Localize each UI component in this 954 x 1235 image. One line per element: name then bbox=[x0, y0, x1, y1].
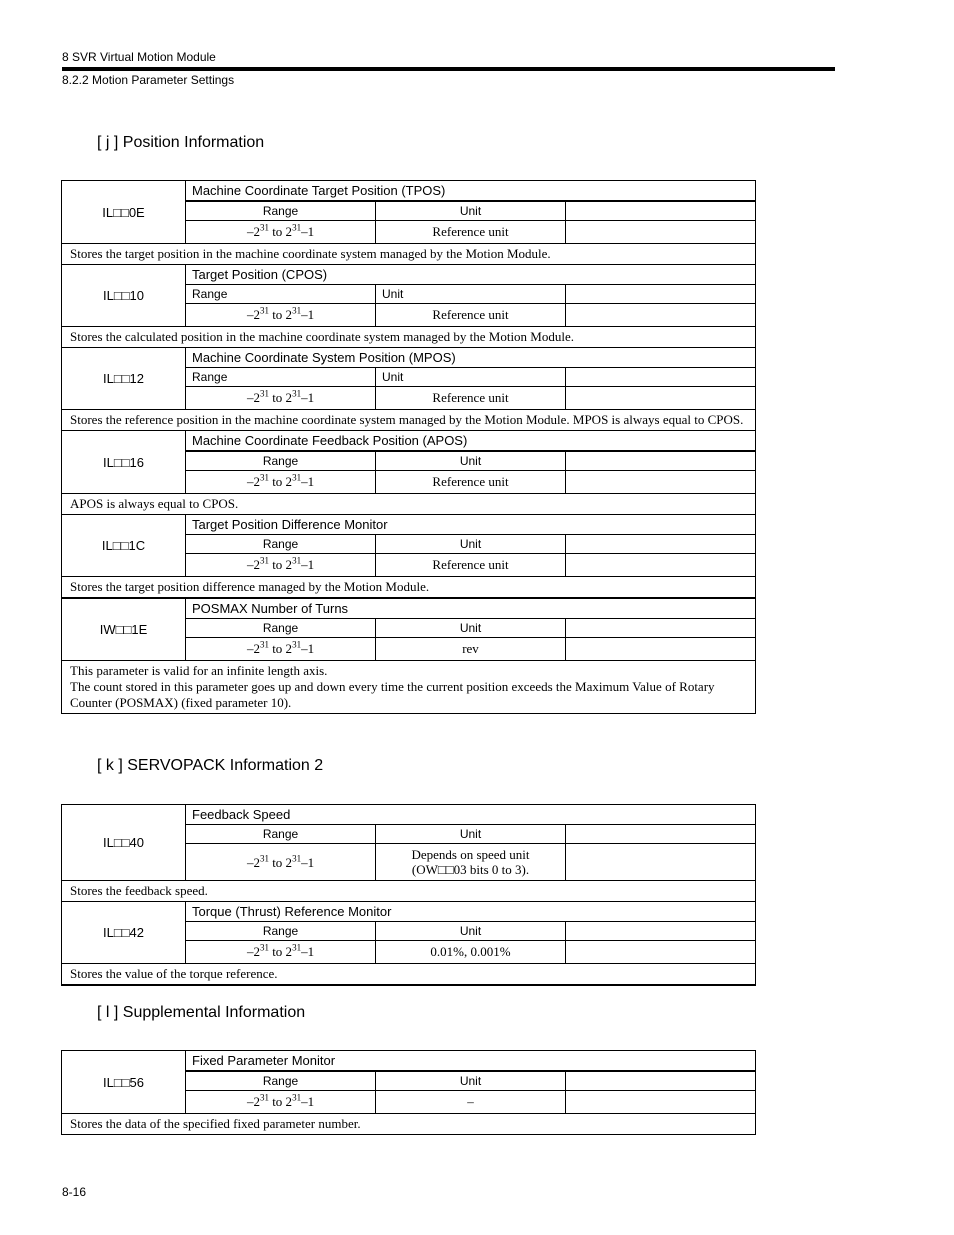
description-row bbox=[62, 1114, 756, 1135]
unit-value: Reference unit bbox=[432, 390, 509, 405]
parameter-name: POSMAX Number of Turns bbox=[186, 598, 756, 619]
range-suffix: –1 bbox=[301, 854, 315, 870]
register-cell bbox=[62, 1051, 186, 1114]
parameter-name: Target Position (CPOS) bbox=[186, 265, 756, 285]
register-prefix: IL bbox=[101, 538, 113, 553]
range-exponent: 31 bbox=[259, 639, 269, 650]
range-header: Range bbox=[186, 201, 376, 221]
range-prefix: –2 bbox=[246, 307, 260, 322]
parameter-description bbox=[62, 577, 756, 599]
register-cell bbox=[62, 805, 186, 881]
description-line: The count stored in this parameter goes up and down every time the current position exceeds the Maximum Value of Rotary bbox=[70, 679, 715, 694]
register-prefix: IL bbox=[102, 925, 114, 940]
empty-value-cell bbox=[566, 554, 756, 577]
section-title-servopack-information-2: [ k ] SERVOPACK Information 2 bbox=[97, 757, 324, 774]
unit-cell bbox=[376, 844, 566, 881]
section-title-supplemental-information: [ l ] Supplemental Information bbox=[97, 1004, 306, 1021]
register-cell bbox=[62, 265, 186, 327]
range-suffix: –1 bbox=[301, 474, 315, 489]
range-exponent: 31 bbox=[259, 388, 269, 399]
register-placeholder: □□ bbox=[113, 925, 130, 940]
range-exponent: 31 bbox=[259, 222, 269, 233]
register-suffix: 12 bbox=[129, 371, 145, 386]
parameter-name-row bbox=[62, 265, 756, 285]
range-exponent: 31 bbox=[259, 853, 269, 864]
parameter-name-row bbox=[62, 598, 756, 619]
description-line: This parameter is valid for an infinite length axis. bbox=[70, 663, 328, 678]
register-placeholder: □□ bbox=[113, 835, 130, 850]
parameter-name: Machine Coordinate Feedback Position (APOS) bbox=[186, 431, 756, 452]
range-value bbox=[186, 471, 376, 494]
range-prefix: –2 bbox=[246, 1094, 260, 1109]
description-text: APOS is always equal to CPOS. bbox=[70, 496, 239, 511]
empty-header-cell bbox=[566, 825, 756, 844]
range-prefix: –2 bbox=[246, 474, 260, 489]
register-cell bbox=[62, 598, 186, 661]
register-suffix: 16 bbox=[129, 454, 145, 470]
empty-header-cell bbox=[566, 285, 756, 304]
unit-header: Unit bbox=[376, 1071, 566, 1091]
supplemental-info-tables bbox=[61, 1050, 756, 1135]
chapter-header: 8 SVR Virtual Motion Module bbox=[62, 50, 216, 64]
range-exponent: 31 bbox=[259, 555, 269, 566]
parameter-name-row bbox=[62, 515, 756, 535]
unit-cell bbox=[376, 221, 566, 244]
register-suffix: 0E bbox=[128, 204, 145, 220]
range-to: to 2 bbox=[268, 307, 293, 322]
range-to: to 2 bbox=[268, 1094, 293, 1109]
range-prefix: –2 bbox=[246, 557, 260, 572]
empty-header-cell bbox=[566, 201, 756, 221]
unit-cell bbox=[376, 1091, 566, 1114]
parameter-description bbox=[62, 661, 756, 714]
register-placeholder: □□ bbox=[437, 862, 454, 877]
empty-header-cell bbox=[566, 1071, 756, 1091]
description-row bbox=[62, 577, 756, 599]
range-to: to 2 bbox=[268, 557, 293, 572]
unit-value: Reference unit bbox=[432, 224, 509, 239]
parameter-name: Machine Coordinate Target Position (TPOS) bbox=[186, 181, 756, 202]
register-prefix: IW bbox=[99, 622, 116, 637]
unit-header: Unit bbox=[376, 201, 566, 221]
range-exponent: 31 bbox=[292, 942, 302, 953]
register-prefix: IL bbox=[102, 454, 114, 470]
range-exponent: 31 bbox=[259, 305, 269, 316]
description-text: Stores the calculated position in the machine coordinate system managed by the Motion Module. bbox=[70, 329, 574, 344]
parameter-name: Torque (Thrust) Reference Monitor bbox=[186, 902, 756, 922]
register-prefix: IL bbox=[102, 371, 114, 386]
parameter-name-row bbox=[62, 181, 756, 202]
range-value bbox=[186, 941, 376, 964]
unit-cell bbox=[376, 638, 566, 661]
parameter-name: Feedback Speed bbox=[186, 805, 756, 825]
unit-header: Unit bbox=[376, 368, 566, 387]
empty-value-cell bbox=[566, 1091, 756, 1114]
range-exponent: 31 bbox=[292, 555, 302, 566]
unit-header: Unit bbox=[376, 535, 566, 554]
parameter-name-row bbox=[62, 1051, 756, 1072]
register-suffix: 1C bbox=[128, 538, 146, 553]
range-header: Range bbox=[186, 285, 376, 304]
description-row bbox=[62, 244, 756, 265]
register-prefix: IL bbox=[102, 288, 114, 303]
empty-header-cell bbox=[566, 368, 756, 387]
range-suffix: –1 bbox=[301, 944, 315, 959]
position-info-tables bbox=[61, 180, 756, 714]
unit-header: Unit bbox=[376, 451, 566, 471]
register-placeholder: □□ bbox=[113, 288, 130, 303]
range-exponent: 31 bbox=[292, 639, 302, 650]
empty-value-cell bbox=[566, 941, 756, 964]
register-placeholder: □□ bbox=[112, 538, 129, 553]
range-prefix: –2 bbox=[246, 944, 260, 959]
range-value bbox=[186, 844, 376, 881]
register-prefix: IL bbox=[102, 1074, 114, 1090]
unit-value: Reference unit bbox=[432, 307, 509, 322]
range-exponent: 31 bbox=[259, 1092, 269, 1103]
range-to: to 2 bbox=[268, 854, 293, 870]
range-prefix: –2 bbox=[246, 224, 260, 239]
range-prefix: –2 bbox=[246, 641, 260, 656]
unit-header: Unit bbox=[376, 285, 566, 304]
description-row bbox=[62, 327, 756, 348]
unit-cell bbox=[376, 554, 566, 577]
unit-value: – bbox=[467, 1094, 474, 1109]
range-prefix: –2 bbox=[246, 854, 260, 870]
description-text: Stores the target position in the machine coordinate system managed by the Motion Module. bbox=[70, 246, 551, 261]
parameter-description bbox=[62, 1114, 756, 1135]
range-to: to 2 bbox=[268, 474, 293, 489]
description-text: Stores the data of the specified fixed parameter number. bbox=[70, 1116, 361, 1131]
unit-value: Reference unit bbox=[432, 557, 509, 572]
parameter-name: Target Position Difference Monitor bbox=[186, 515, 756, 535]
register-prefix: IL bbox=[102, 835, 114, 850]
register-placeholder: □□ bbox=[115, 622, 132, 637]
unit-cell bbox=[376, 471, 566, 494]
range-suffix: –1 bbox=[301, 307, 315, 322]
range-to: to 2 bbox=[268, 641, 293, 656]
range-suffix: –1 bbox=[301, 224, 315, 239]
description-text: Stores the reference position in the machine coordinate system managed by the Motion Module. MPOS is always equal to CPOS. bbox=[70, 412, 744, 427]
register-cell bbox=[62, 181, 186, 244]
description-row bbox=[62, 494, 756, 515]
range-to: to 2 bbox=[268, 224, 293, 239]
register-placeholder: □□ bbox=[113, 454, 130, 470]
register-suffix: 56 bbox=[129, 1074, 145, 1090]
empty-value-cell bbox=[566, 304, 756, 327]
unit-cell bbox=[376, 941, 566, 964]
empty-value-cell bbox=[566, 638, 756, 661]
description-row bbox=[62, 881, 756, 902]
parameter-description bbox=[62, 881, 756, 902]
parameter-table bbox=[61, 1050, 756, 1135]
register-cell bbox=[62, 431, 186, 494]
empty-header-cell bbox=[566, 922, 756, 941]
register-suffix: 42 bbox=[129, 925, 145, 940]
range-suffix: –1 bbox=[301, 641, 315, 656]
parameter-name-row bbox=[62, 431, 756, 452]
empty-header-cell bbox=[566, 619, 756, 638]
unit-header: Unit bbox=[376, 825, 566, 844]
range-suffix: –1 bbox=[301, 390, 315, 405]
description-row bbox=[62, 410, 756, 431]
range-exponent: 31 bbox=[292, 853, 302, 864]
subsection-header: 8.2.2 Motion Parameter Settings bbox=[62, 73, 235, 87]
unit-cell bbox=[376, 304, 566, 327]
section-title-position-information: [ j ] Position Information bbox=[97, 134, 265, 151]
parameter-description bbox=[62, 410, 756, 431]
range-exponent: 31 bbox=[259, 472, 269, 483]
range-exponent: 31 bbox=[292, 305, 302, 316]
range-value bbox=[186, 638, 376, 661]
header-rule bbox=[62, 67, 835, 71]
servopack-info-tables bbox=[61, 804, 756, 986]
page-number: 8-16 bbox=[62, 1185, 87, 1199]
range-to: to 2 bbox=[268, 390, 293, 405]
unit-reg-suffix: 03 bits 0 to 3). bbox=[453, 862, 530, 877]
unit-line: Depends on speed unit bbox=[411, 847, 530, 862]
unit-value: 0.01%, 0.001% bbox=[430, 944, 511, 959]
register-cell bbox=[62, 902, 186, 964]
parameter-description bbox=[62, 964, 756, 986]
empty-value-cell bbox=[566, 221, 756, 244]
empty-value-cell bbox=[566, 471, 756, 494]
range-exponent: 31 bbox=[292, 1092, 302, 1103]
empty-header-cell bbox=[566, 451, 756, 471]
description-text: Stores the feedback speed. bbox=[70, 883, 208, 898]
range-value bbox=[186, 387, 376, 410]
unit-cell bbox=[376, 387, 566, 410]
empty-value-cell bbox=[566, 844, 756, 881]
register-placeholder: □□ bbox=[113, 1074, 130, 1090]
description-row bbox=[62, 964, 756, 986]
description-text: Stores the target position difference managed by the Motion Module. bbox=[70, 579, 430, 594]
register-placeholder: □□ bbox=[113, 371, 130, 386]
register-suffix: 10 bbox=[129, 288, 145, 303]
range-header: Range bbox=[186, 368, 376, 387]
description-line: Counter (POSMAX) (fixed parameter 10). bbox=[70, 695, 292, 710]
range-exponent: 31 bbox=[292, 388, 302, 399]
parameter-description bbox=[62, 327, 756, 348]
unit-value: Reference unit bbox=[432, 474, 509, 489]
range-header: Range bbox=[186, 922, 376, 941]
range-suffix: –1 bbox=[301, 557, 315, 572]
range-header: Range bbox=[186, 1071, 376, 1091]
parameter-name-row bbox=[62, 805, 756, 825]
empty-value-cell bbox=[566, 387, 756, 410]
range-header: Range bbox=[186, 451, 376, 471]
range-exponent: 31 bbox=[259, 942, 269, 953]
range-prefix: –2 bbox=[246, 390, 260, 405]
range-value bbox=[186, 554, 376, 577]
range-header: Range bbox=[186, 535, 376, 554]
unit-value: rev bbox=[462, 641, 479, 656]
range-value bbox=[186, 304, 376, 327]
range-exponent: 31 bbox=[292, 472, 302, 483]
range-suffix: –1 bbox=[301, 1094, 315, 1109]
register-cell bbox=[62, 515, 186, 577]
parameter-description bbox=[62, 244, 756, 265]
parameter-name-row bbox=[62, 348, 756, 368]
parameter-name-row bbox=[62, 902, 756, 922]
description-text: Stores the value of the torque reference. bbox=[70, 966, 278, 981]
parameter-table bbox=[61, 804, 756, 986]
parameter-table bbox=[61, 180, 756, 714]
parameter-name: Machine Coordinate System Position (MPOS) bbox=[186, 348, 756, 368]
empty-header-cell bbox=[566, 535, 756, 554]
description-row bbox=[62, 661, 756, 714]
range-to: to 2 bbox=[268, 944, 293, 959]
range-value bbox=[186, 221, 376, 244]
range-exponent: 31 bbox=[292, 222, 302, 233]
register-cell bbox=[62, 348, 186, 410]
register-suffix: 40 bbox=[129, 835, 145, 850]
unit-header: Unit bbox=[376, 922, 566, 941]
range-header: Range bbox=[186, 619, 376, 638]
register-placeholder: □□ bbox=[113, 204, 129, 220]
unit-header: Unit bbox=[376, 619, 566, 638]
register-prefix: IL bbox=[102, 204, 114, 220]
range-header: Range bbox=[186, 825, 376, 844]
range-value bbox=[186, 1091, 376, 1114]
unit-reg-prefix: (OW bbox=[411, 862, 438, 877]
parameter-description bbox=[62, 494, 756, 515]
register-suffix: 1E bbox=[131, 622, 148, 637]
parameter-name: Fixed Parameter Monitor bbox=[186, 1051, 756, 1072]
